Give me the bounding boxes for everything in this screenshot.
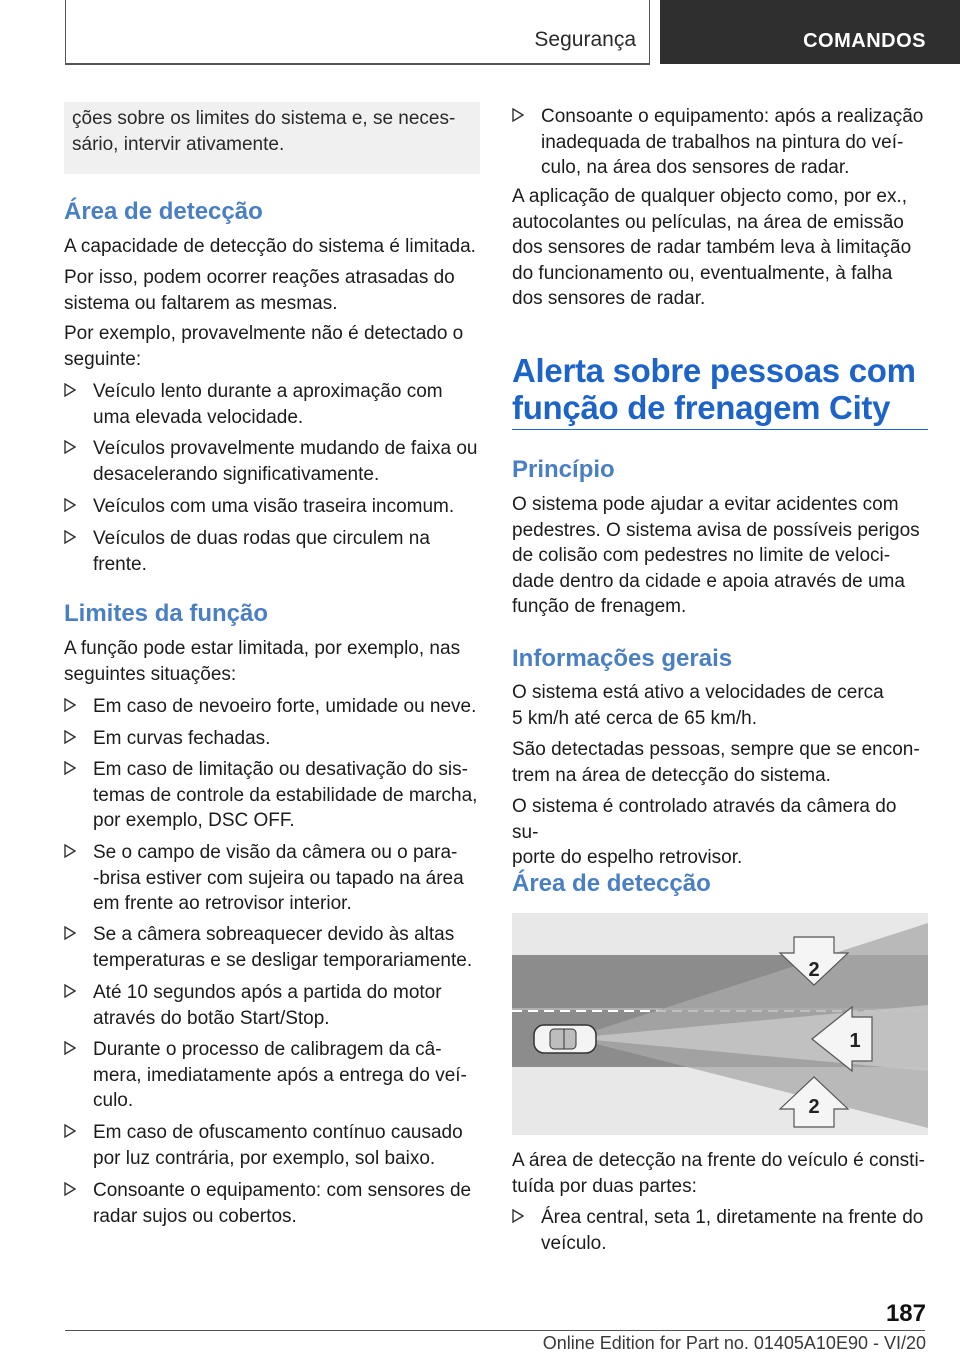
paragraph: A aplicação de qualquer objecto como, por ex., autocolantes ou películas, na área de emissão dos sensores de radar também leva à limitação do funcionamento ou, eventualmente, à falha dos sensores de radar. <box>512 186 912 309</box>
paragraph: São detectadas pessoas, sempre que se encon- trem na área de detecção do sistema. <box>512 739 920 786</box>
triangle-bullet-icon <box>64 844 76 858</box>
paragraph: O sistema pode ajudar a evitar acidentes com pedestres. O sistema avisa de possíveis perigos de colisão com pedestres no limite de veloci- dade dentro da cidade e apoia através de uma função de frenagem. <box>512 494 920 617</box>
triangle-bullet-icon <box>64 761 76 775</box>
header-left-rule <box>65 0 66 64</box>
list-item-text: Consoante o equipamento: com sensores de radar sujos ou cobertos. <box>93 1180 472 1227</box>
paragraph: A função pode estar limitada, por exemplo, nas seguintes situações: <box>64 638 461 685</box>
list-item-text: Durante o processo de calibragem da câ- mera, imediatamente após a entrega do veí- culo. <box>93 1039 467 1111</box>
heading-principle: Princípio <box>512 456 615 483</box>
list-item-text: Veículos com uma visão traseira incomum. <box>93 496 455 517</box>
triangle-bullet-icon <box>64 1124 76 1138</box>
paragraph: A área de detecção na frente do veículo é consti- tuída por duas partes: <box>512 1150 925 1197</box>
list-item-text: Se a câmera sobreaquecer devido às altas temperaturas e se desligar temporariamente. <box>93 924 473 971</box>
triangle-bullet-icon <box>64 1182 76 1196</box>
heading-detection-area: Área de detecção <box>64 198 263 225</box>
paragraph: O sistema é controlado através da câmera do su- porte do espelho retrovisor. <box>512 796 897 868</box>
figure-label-2-bottom: 2 <box>808 1096 820 1118</box>
footer-rule <box>65 1330 925 1331</box>
list-item-text: Área central, seta 1, diretamente na frente do veículo. <box>541 1207 924 1254</box>
list-item-text: Veículo lento durante a aproximação com uma elevada velocidade. <box>93 381 443 428</box>
page-number: 187 <box>885 1300 926 1327</box>
header-chapter-label: COMANDOS <box>803 30 926 52</box>
figure-label-1: 1 <box>849 1030 861 1052</box>
triangle-bullet-icon <box>64 440 76 454</box>
list-item-text: Em caso de limitação ou desativação do sis- temas de controle da estabilidade de marcha, por exemplo, DSC OFF. <box>93 759 478 831</box>
list-item-text: Consoante o equipamento: após a realização inadequada de trabalhos na pintura do veí- culo, na área dos sensores de radar. <box>541 106 924 178</box>
header-divider <box>649 0 650 64</box>
heading-general-info: Informações gerais <box>512 645 733 672</box>
heading-function-limits: Limites da função <box>64 600 269 627</box>
paragraph: A capacidade de detecção do sistema é limitada. <box>64 236 476 257</box>
list-item-text: Em curvas fechadas. <box>93 728 271 749</box>
triangle-bullet-icon <box>64 730 76 744</box>
list-item-text: Veículos provavelmente mudando de faixa ou desacelerando significativamente. <box>93 438 478 485</box>
header-section-title: Segurança <box>534 28 636 51</box>
triangle-bullet-icon <box>64 1041 76 1055</box>
triangle-bullet-icon <box>64 498 76 512</box>
header-bottom-rule <box>65 63 650 65</box>
triangle-bullet-icon <box>512 108 524 122</box>
paragraph: Por isso, podem ocorrer reações atrasadas do sistema ou faltarem as mesmas. <box>64 267 455 314</box>
paragraph: O sistema está ativo a velocidades de cerca 5 km/h até cerca de 65 km/h. <box>512 682 884 729</box>
detection-area-figure <box>512 913 928 1135</box>
triangle-bullet-icon <box>64 926 76 940</box>
triangle-bullet-icon <box>64 698 76 712</box>
triangle-bullet-icon <box>512 1209 524 1223</box>
list-item-text: Até 10 segundos após a partida do motor através do botão Start/Stop. <box>93 982 442 1029</box>
paragraph: Por exemplo, provavelmente não é detectado o seguinte: <box>64 323 464 370</box>
heading-detection-area-right: Área de detecção <box>512 870 711 897</box>
footer-edition: Online Edition for Part no. 01405A10E90 - VI/20 <box>542 1333 926 1353</box>
list-item-text: Veículos de duas rodas que circulem na frente. <box>93 528 430 575</box>
list-item-text: Em caso de ofuscamento contínuo causado por luz contrária, por exemplo, sol baixo. <box>93 1122 463 1169</box>
triangle-bullet-icon <box>64 984 76 998</box>
car-icon <box>534 1025 596 1053</box>
heading-rule <box>512 429 928 430</box>
list-item-text: Em caso de nevoeiro forte, umidade ou neve. <box>93 696 477 717</box>
triangle-bullet-icon <box>64 530 76 544</box>
triangle-bullet-icon <box>64 383 76 397</box>
header-chapter-tab[interactable] <box>660 0 960 64</box>
note-box <box>64 102 480 174</box>
heading-person-warning-city-braking: Alerta sobre pessoas com função de frenagem City <box>512 352 916 426</box>
list-item-text: Se o campo de visão da câmera ou o para- -brisa estiver com sujeira ou tapado na área em frente ao retrovisor interior. <box>93 842 464 914</box>
figure-label-2-top: 2 <box>808 959 820 981</box>
note-text: ções sobre os limites do sistema e, se neces- sário, intervir ativamente. <box>72 108 456 155</box>
